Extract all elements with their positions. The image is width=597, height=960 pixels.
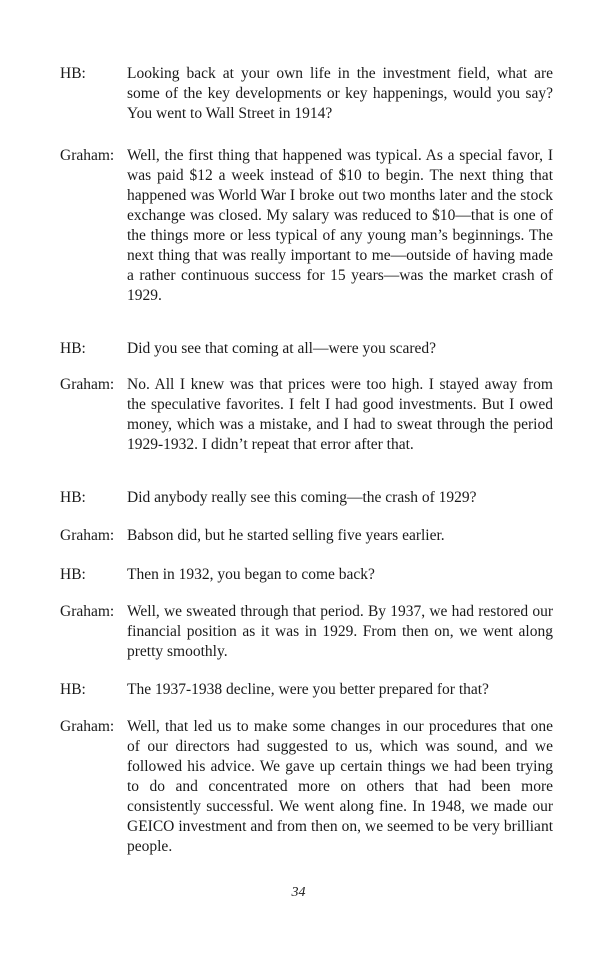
speaker-label: HB: xyxy=(60,65,86,82)
speaker-label: HB: xyxy=(60,681,86,698)
speech-text: Well, we sweated through that period. By 1937, we had restored our financial position as it was in 1929. From then on, we went along pretty smoothly. xyxy=(127,603,553,660)
speaker-label: Graham: xyxy=(60,147,115,164)
speaker-label: Graham: xyxy=(60,376,115,393)
speech-text: Looking back at your own life in the investment field, what are some of the key developments or key happenings, would you say? You went to Wall Street in 1914? xyxy=(127,65,553,122)
speaker-label: Graham: xyxy=(60,527,115,544)
speech-text: Did you see that coming at all—were you scared? xyxy=(127,340,437,357)
speech-text: Then in 1932, you began to come back? xyxy=(127,566,375,583)
speaker-label: HB: xyxy=(60,489,86,506)
speech-text: The 1937-1938 decline, were you better prepared for that? xyxy=(127,681,489,698)
speech-text: Did anybody really see this coming—the crash of 1929? xyxy=(127,489,477,506)
speech-text: No. All I knew was that prices were too high. I stayed away from the speculative favorites. I felt I had good investments. But I owed money, which was a mistake, and I had to sweat through the period 1929-1932. I didn’t repeat that error after that. xyxy=(127,376,553,453)
speaker-label: HB: xyxy=(60,566,86,583)
speech-text: Well, that led us to make some changes in our procedures that one of our directors had suggested to us, which was sound, and we followed his advice. We gave up certain things we had been trying to do and concentrated more on others that had been more consistently successful. We went along fine. In 1948, we made our GEICO investment and from then on, we seemed to be very brilliant people. xyxy=(127,718,553,855)
speaker-label: Graham: xyxy=(60,603,115,620)
speech-text: Babson did, but he started selling five years earlier. xyxy=(127,527,445,544)
page-number: 34 xyxy=(291,885,306,900)
speaker-label: HB: xyxy=(60,340,86,357)
speaker-label: Graham: xyxy=(60,718,115,735)
speech-text: Well, the first thing that happened was typical. As a special favor, I was paid $12 a week instead of $10 to begin. The next thing that happened was World War I broke out two months later and the stock exchange was closed. My salary was reduced to $10—that is one of the things more or less typical of any young man’s beginnings. The next thing that was really important to me—outside of having made a rather continuous success for 15 years—was the market crash of 1929. xyxy=(127,147,553,304)
